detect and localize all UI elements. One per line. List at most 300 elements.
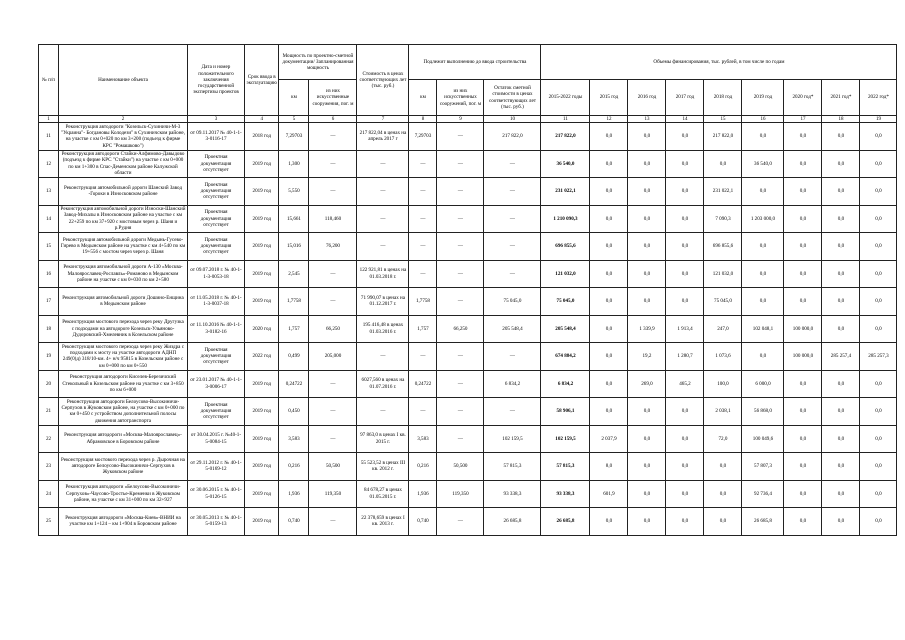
financing-year-value: 601,9 bbox=[590, 480, 628, 508]
financing-year-value: 217 822,0 bbox=[704, 123, 742, 151]
financing-year-value: 0,0 bbox=[666, 288, 704, 316]
financing-year-value: 100 000,0 bbox=[784, 315, 822, 343]
expertise-date: Проектная документация отсутствует bbox=[188, 178, 245, 206]
expertise-date: от 11.10.2016 № 40-1-1-3-0182-16 bbox=[188, 315, 245, 343]
financing-year-value: 0,0 bbox=[860, 398, 897, 426]
expertise-date: Проектная документация отсутствует bbox=[188, 150, 245, 178]
header-financing: Объемы финансирования, тыс. рублей, в том числе по годам bbox=[541, 45, 897, 80]
estimated-cost: — bbox=[357, 150, 409, 178]
financing-year-value: 1 073,6 bbox=[704, 343, 742, 371]
financing-year-value: 1 339,9 bbox=[628, 315, 666, 343]
object-name: Реконструкция автодороги Стайки-Алфимово-Давыдово (подъезд к фирме КРС "Стайки") на участке с км 0+000 по км 1+300 в Спас-Деменском районе Калужской области bbox=[59, 150, 188, 178]
financing-year-value: 0,0 bbox=[590, 508, 628, 536]
row-number: 15 bbox=[39, 233, 59, 261]
expertise-date: от 23.01.2017 № 40-1-1-3-0006-17 bbox=[188, 370, 245, 398]
object-name: Реконструкция автомобильной дороги Медынь-Гусево-Гирево в Медынском районе на участке с км 4+540 по км 19+556 с мостом через через р. Шаня bbox=[59, 233, 188, 261]
financing-year-value: 100 000,0 bbox=[784, 343, 822, 371]
estimated-cost: — bbox=[357, 205, 409, 233]
financing-year-value: 0,0 bbox=[666, 453, 704, 481]
financing-year-value: 0,0 bbox=[860, 480, 897, 508]
object-name: Реконструкция автомобильной дороги Дошино-Енщина в Медынском районе bbox=[59, 288, 188, 316]
document-sheet bbox=[38, 44, 897, 536]
power-km: 0,499 bbox=[279, 343, 309, 371]
commission-term: 2019 год bbox=[245, 205, 279, 233]
remaining-artificial: — bbox=[437, 370, 484, 398]
row-number: 23 bbox=[39, 453, 59, 481]
header-fin-total: 2015-2022 годы bbox=[541, 80, 590, 116]
power-artificial: — bbox=[309, 178, 357, 206]
expertise-date: от 30.05.2013 г. № 40-1-5-0159-13 bbox=[188, 508, 245, 536]
column-number: 16 bbox=[742, 116, 784, 123]
object-name: Реконструкция мостового перехода через реку Другузка с подходами на автодороге Козельск-Ульяново-Дудоровский-Хмелевник в Козельском районе bbox=[59, 315, 188, 343]
power-artificial: — bbox=[309, 425, 357, 453]
financing-year-value: 0,0 bbox=[860, 205, 897, 233]
header-date: Дата и номер положительного заключения государственной экспертизы проектов bbox=[188, 45, 245, 116]
header-term: Срок ввода в эксплуатацию bbox=[245, 45, 279, 116]
commission-term: 2019 год bbox=[245, 370, 279, 398]
estimated-cost: — bbox=[357, 398, 409, 426]
financing-year-value: 0,0 bbox=[704, 150, 742, 178]
estimated-cost: — bbox=[357, 343, 409, 371]
financing-year-value: 0,0 bbox=[666, 398, 704, 426]
expertise-date: от 09.11.2017 № 40-1-1-3-0116-17 bbox=[188, 123, 245, 151]
financing-year-value: 0,0 bbox=[628, 425, 666, 453]
financing-year-value: 285 257,4 bbox=[822, 343, 860, 371]
financing-total: 58 906,1 bbox=[541, 398, 590, 426]
power-artificial: — bbox=[309, 398, 357, 426]
remaining-km: 0,740 bbox=[409, 508, 437, 536]
table-row bbox=[39, 233, 897, 261]
remaining-artificial: — bbox=[437, 233, 484, 261]
table-row bbox=[39, 123, 897, 151]
financing-year-value: 0,0 bbox=[784, 178, 822, 206]
estimated-cost: — bbox=[357, 233, 409, 261]
table-row bbox=[39, 205, 897, 233]
remaining-km: 3,583 bbox=[409, 425, 437, 453]
header-year: 2022 год* bbox=[860, 80, 897, 116]
column-number: 19 bbox=[860, 116, 897, 123]
financing-year-value: 0,0 bbox=[822, 425, 860, 453]
remaining-km: — bbox=[409, 233, 437, 261]
financing-year-value: 0,0 bbox=[860, 288, 897, 316]
row-number: 25 bbox=[39, 508, 59, 536]
financing-year-value: 0,0 bbox=[590, 260, 628, 288]
column-number: 3 bbox=[188, 116, 245, 123]
power-km: 5,550 bbox=[279, 178, 309, 206]
financing-year-value: 0,0 bbox=[628, 288, 666, 316]
financing-year-value: 92 736,4 bbox=[742, 480, 784, 508]
financing-year-value: 100,0 bbox=[704, 370, 742, 398]
commission-term: 2019 год bbox=[245, 288, 279, 316]
financing-year-value: 0,0 bbox=[860, 150, 897, 178]
financing-year-value: 0,0 bbox=[666, 205, 704, 233]
financing-year-value: 0,0 bbox=[784, 480, 822, 508]
financing-year-value: 19,2 bbox=[628, 343, 666, 371]
table-header bbox=[39, 45, 897, 123]
estimated-cost: 6027,560 в ценах на 01.07.2016 г. bbox=[357, 370, 409, 398]
expertise-date: от 09.07.2018 г. № 40-1-1-3-0053-18 bbox=[188, 260, 245, 288]
table-row bbox=[39, 398, 897, 426]
remaining-artificial: — bbox=[437, 508, 484, 536]
commission-term: 2019 год bbox=[245, 260, 279, 288]
remaining-artificial: — bbox=[437, 425, 484, 453]
remaining-km: — bbox=[409, 398, 437, 426]
object-name: Реконструкция автодороги "Козельск-Сухиничи-М-3 "Украина"- Богдановы Колодези" в Сухиничском районе, на участке с км 0+020 по км 3+200 (подъезд к фирме КРС "Ромашково") bbox=[59, 123, 188, 151]
table-row bbox=[39, 315, 897, 343]
header-year: 2020 год* bbox=[784, 80, 822, 116]
financing-year-value: 0,0 bbox=[590, 315, 628, 343]
column-number: 4 bbox=[245, 116, 279, 123]
row-number: 24 bbox=[39, 480, 59, 508]
estimated-cost: 84 678,27 в ценах 01.05.2015 г. bbox=[357, 480, 409, 508]
financing-year-value: 0,0 bbox=[628, 453, 666, 481]
financing-year-value: 0,0 bbox=[822, 315, 860, 343]
financing-year-value: 0,0 bbox=[628, 205, 666, 233]
financing-year-value: 102 048,1 bbox=[742, 315, 784, 343]
financing-year-value: 0,0 bbox=[590, 123, 628, 151]
financing-total: 57 815,3 bbox=[541, 453, 590, 481]
remaining-artificial: 66,250 bbox=[437, 315, 484, 343]
remaining-artificial: — bbox=[437, 260, 484, 288]
financing-year-value: 56 868,0 bbox=[742, 398, 784, 426]
financing-year-value: 0,0 bbox=[784, 288, 822, 316]
remaining-cost: 205 548,4 bbox=[484, 315, 541, 343]
table-row bbox=[39, 508, 897, 536]
financing-year-value: 0,0 bbox=[742, 123, 784, 151]
financing-year-value: 1 203 000,0 bbox=[742, 205, 784, 233]
financing-year-value: 231 022,1 bbox=[704, 178, 742, 206]
header-no: № п/п bbox=[39, 45, 59, 116]
table-row bbox=[39, 425, 897, 453]
row-number: 19 bbox=[39, 343, 59, 371]
financing-year-value: 285 257,3 bbox=[860, 343, 897, 371]
financing-total: 121 032,0 bbox=[541, 260, 590, 288]
header-year: 2021 год* bbox=[822, 80, 860, 116]
row-number: 18 bbox=[39, 315, 59, 343]
financing-year-value: 8,0 bbox=[590, 453, 628, 481]
commission-term: 2019 год bbox=[245, 150, 279, 178]
header-power-art: из них искусственные сооружения, пог. м bbox=[309, 80, 357, 116]
object-name: Реконструкция автомобильной дороги А-130 «Москва-Малоярославец-Рославль»-Романово в Медынском районе на участке с км 0+030 по км 2+580 bbox=[59, 260, 188, 288]
financing-year-value: 0,0 bbox=[590, 233, 628, 261]
financing-year-value: 0,0 bbox=[860, 123, 897, 151]
remaining-km: 0,216 bbox=[409, 453, 437, 481]
power-artificial: 66,250 bbox=[309, 315, 357, 343]
financing-total: 6 834,2 bbox=[541, 370, 590, 398]
financing-year-value: 0,0 bbox=[784, 370, 822, 398]
financing-total: 75 045,0 bbox=[541, 288, 590, 316]
remaining-artificial: — bbox=[437, 288, 484, 316]
financing-year-value: 0,0 bbox=[860, 425, 897, 453]
power-artificial: — bbox=[309, 150, 357, 178]
remaining-cost: — bbox=[484, 205, 541, 233]
header-done: Подлежит выполнению до ввода строительства bbox=[409, 45, 541, 80]
power-km: 1,757 bbox=[279, 315, 309, 343]
financing-year-value: 72,0 bbox=[704, 425, 742, 453]
power-artificial: 76,200 bbox=[309, 233, 357, 261]
financing-year-value: 0,0 bbox=[742, 260, 784, 288]
power-artificial: 119,350 bbox=[309, 480, 357, 508]
remaining-cost: 26 685,8 bbox=[484, 508, 541, 536]
financing-year-value: 0,0 bbox=[822, 453, 860, 481]
financing-year-value: 2 037,9 bbox=[590, 425, 628, 453]
power-artificial: — bbox=[309, 260, 357, 288]
financing-year-value: 0,0 bbox=[860, 453, 897, 481]
commission-term: 2018 год bbox=[245, 123, 279, 151]
financing-year-value: 0,0 bbox=[628, 178, 666, 206]
expertise-date: Проектная документация отсутствует bbox=[188, 343, 245, 371]
column-numbers-row bbox=[39, 116, 897, 123]
remaining-km: 1,936 bbox=[409, 480, 437, 508]
object-name: Реконструкция мостового перехода через р. Дырочная на автодороге Белоусово-Высокиничи-Серпухов в Жуковском районе bbox=[59, 453, 188, 481]
financing-year-value: 0,0 bbox=[666, 260, 704, 288]
expertise-date: Проектная документация отсутствует bbox=[188, 205, 245, 233]
object-name: Реконструкция автодороги «Москва-Киев»-ВНИИ на участке км 1+124 – км 1+904 в Боровском районе bbox=[59, 508, 188, 536]
object-name: Реконструкция автомобильной дороги Износки-Шанский Завод-Михалы в Износковском районе на участке с км 22+259 по км 37+920 с мостовым через р. Шаня и р.Рудня bbox=[59, 205, 188, 233]
remaining-artificial: — bbox=[437, 205, 484, 233]
financing-year-value: 0,0 bbox=[784, 508, 822, 536]
power-km: 0,450 bbox=[279, 398, 309, 426]
financing-year-value: 0,0 bbox=[628, 398, 666, 426]
table-row bbox=[39, 370, 897, 398]
object-name: Реконструкция автомобильной дороги Шанский Завод -Гороки в Износковском районе bbox=[59, 178, 188, 206]
financing-year-value: 0,0 bbox=[822, 150, 860, 178]
financing-year-value: 75 045,0 bbox=[704, 288, 742, 316]
table-row bbox=[39, 343, 897, 371]
column-number: 12 bbox=[590, 116, 628, 123]
table-row bbox=[39, 288, 897, 316]
table-body bbox=[39, 123, 897, 536]
remaining-cost: — bbox=[484, 343, 541, 371]
remaining-cost: 57 815,3 bbox=[484, 453, 541, 481]
financing-total: 217 822,0 bbox=[541, 123, 590, 151]
expertise-date: Проектная документация отсутствует bbox=[188, 398, 245, 426]
financing-year-value: 0,0 bbox=[666, 425, 704, 453]
column-number: 13 bbox=[628, 116, 666, 123]
column-number: 2 bbox=[59, 116, 188, 123]
header-done-km: км bbox=[409, 80, 437, 116]
table-row bbox=[39, 453, 897, 481]
power-km: 7,29703 bbox=[279, 123, 309, 151]
financing-year-value: 1 913,4 bbox=[666, 315, 704, 343]
financing-year-value: 0,0 bbox=[666, 150, 704, 178]
power-km: 1,7758 bbox=[279, 288, 309, 316]
header-done-rest: Остаток сметной стоимости в ценах соответствующих лет (тыс. руб.) bbox=[484, 80, 541, 116]
financing-year-value: 6 000,0 bbox=[742, 370, 784, 398]
expertise-date: от 11.05.2018 г. № 40-1-1-3-0037-18 bbox=[188, 288, 245, 316]
remaining-cost: 102 159,5 bbox=[484, 425, 541, 453]
financing-year-value: 0,0 bbox=[860, 260, 897, 288]
financing-year-value: 465,2 bbox=[666, 370, 704, 398]
power-km: 2,545 bbox=[279, 260, 309, 288]
remaining-artificial: 119,350 bbox=[437, 480, 484, 508]
financing-year-value: 0,0 bbox=[822, 288, 860, 316]
column-number: 6 bbox=[309, 116, 357, 123]
financing-year-value: 269,0 bbox=[628, 370, 666, 398]
remaining-cost: — bbox=[484, 178, 541, 206]
financing-year-value: 2 038,1 bbox=[704, 398, 742, 426]
commission-term: 2019 год bbox=[245, 480, 279, 508]
row-number: 13 bbox=[39, 178, 59, 206]
financing-year-value: 0,0 bbox=[666, 123, 704, 151]
financing-year-value: 100 049,6 bbox=[742, 425, 784, 453]
row-number: 14 bbox=[39, 205, 59, 233]
remaining-artificial: — bbox=[437, 178, 484, 206]
commission-term: 2019 год bbox=[245, 508, 279, 536]
financing-year-value: 0,0 bbox=[704, 453, 742, 481]
remaining-artificial: — bbox=[437, 123, 484, 151]
row-number: 17 bbox=[39, 288, 59, 316]
financing-year-value: 0,0 bbox=[860, 315, 897, 343]
financing-year-value: 0,0 bbox=[666, 508, 704, 536]
power-km: 0,740 bbox=[279, 508, 309, 536]
header-name: Наименование объекта bbox=[59, 45, 188, 116]
financing-total: 696 855,6 bbox=[541, 233, 590, 261]
commission-term: 2019 год bbox=[245, 398, 279, 426]
row-number: 12 bbox=[39, 150, 59, 178]
object-name: Реконструкция мостового перехода через реку Жиздра с подходами к мосту на участке автодороги АДНП 249(0)д) 318/10-км. 4+ н/ч 95815 в Козельском районе с км 0+000 по км 0+550 bbox=[59, 343, 188, 371]
financing-year-value: 0,0 bbox=[590, 178, 628, 206]
header-year: 2019 год bbox=[742, 80, 784, 116]
financing-total: 231 022,1 bbox=[541, 178, 590, 206]
financing-total: 26 685,8 bbox=[541, 508, 590, 536]
financing-year-value: 0,0 bbox=[860, 508, 897, 536]
financing-year-value: 0,0 bbox=[628, 508, 666, 536]
column-number: 7 bbox=[357, 116, 409, 123]
financing-total: 93 338,3 bbox=[541, 480, 590, 508]
commission-term: 2019 год bbox=[245, 178, 279, 206]
row-number: 11 bbox=[39, 123, 59, 151]
financing-year-value: 36 540,0 bbox=[742, 150, 784, 178]
header-year: 2015 год bbox=[590, 80, 628, 116]
table-row bbox=[39, 178, 897, 206]
power-artificial: 118,460 bbox=[309, 205, 357, 233]
column-number: 1 bbox=[39, 116, 59, 123]
power-artificial: — bbox=[309, 508, 357, 536]
column-number: 10 bbox=[484, 116, 541, 123]
financing-year-value: 0,0 bbox=[628, 260, 666, 288]
header-power-km: км bbox=[279, 80, 309, 116]
financing-year-value: 0,0 bbox=[784, 398, 822, 426]
remaining-artificial: 50,500 bbox=[437, 453, 484, 481]
estimated-cost: 195 416,48 в ценах 01.03.2016 г. bbox=[357, 315, 409, 343]
financing-year-value: 0,0 bbox=[822, 205, 860, 233]
financing-year-value: 57 807,3 bbox=[742, 453, 784, 481]
remaining-artificial: — bbox=[437, 343, 484, 371]
financing-year-value: 0,0 bbox=[822, 233, 860, 261]
column-number: 14 bbox=[666, 116, 704, 123]
object-name: Реконструкция автодороги «Белоусово-Высокиничи-Серпухов»-Чаусово-Тростье-Кременки в Жуковском районе, на участке с км 31+000 по км 32+927 bbox=[59, 480, 188, 508]
column-number: 11 bbox=[541, 116, 590, 123]
power-artificial: 50,500 bbox=[309, 453, 357, 481]
header-power: Мощность по проектно-сметной документации/ Запланированная мощность bbox=[279, 45, 357, 80]
expertise-date: от 29.11.2012 г. № 40-1-5-0169-12 bbox=[188, 453, 245, 481]
commission-term: 2022 год bbox=[245, 343, 279, 371]
financing-year-value: 0,0 bbox=[784, 150, 822, 178]
column-number: 5 bbox=[279, 116, 309, 123]
financing-year-value: 0,0 bbox=[784, 123, 822, 151]
power-artificial: — bbox=[309, 123, 357, 151]
remaining-artificial: — bbox=[437, 150, 484, 178]
remaining-km: 1,7758 bbox=[409, 288, 437, 316]
remaining-km: 1,757 bbox=[409, 315, 437, 343]
financing-year-value: 0,0 bbox=[784, 453, 822, 481]
financing-total: 205 548,4 bbox=[541, 315, 590, 343]
financing-year-value: 0,0 bbox=[784, 205, 822, 233]
financing-year-value: 0,0 bbox=[666, 233, 704, 261]
financing-year-value: 0,0 bbox=[628, 123, 666, 151]
row-number: 16 bbox=[39, 260, 59, 288]
financing-year-value: 0,0 bbox=[666, 178, 704, 206]
financing-year-value: 0,0 bbox=[590, 150, 628, 178]
financing-year-value: 1 280,7 bbox=[666, 343, 704, 371]
remaining-km: — bbox=[409, 205, 437, 233]
row-number: 22 bbox=[39, 425, 59, 453]
financing-year-value: 7 090,3 bbox=[704, 205, 742, 233]
power-artificial: — bbox=[309, 370, 357, 398]
remaining-cost: — bbox=[484, 233, 541, 261]
financing-year-value: 0,0 bbox=[628, 480, 666, 508]
financing-year-value: 0,0 bbox=[784, 233, 822, 261]
financing-year-value: 0,0 bbox=[628, 150, 666, 178]
commission-term: 2019 год bbox=[245, 233, 279, 261]
remaining-cost: 75 045,0 bbox=[484, 288, 541, 316]
remaining-cost: — bbox=[484, 150, 541, 178]
column-number: 15 bbox=[704, 116, 742, 123]
power-km: 0,216 bbox=[279, 453, 309, 481]
header-year: 2018 год bbox=[704, 80, 742, 116]
header-year: 2017 год bbox=[666, 80, 704, 116]
expertise-date: от 30.04.2015 г. №40-1-5-0084-15 bbox=[188, 425, 245, 453]
header-year: 2016 год bbox=[628, 80, 666, 116]
table-row bbox=[39, 150, 897, 178]
expertise-date: от 30.06.2015 г. № 40-1-5-0126-15 bbox=[188, 480, 245, 508]
financing-year-value: 0,0 bbox=[742, 343, 784, 371]
commission-term: 2019 год bbox=[245, 453, 279, 481]
financing-year-value: 0,0 bbox=[822, 260, 860, 288]
header-done-art: из них искусственных сооружений, пог. м bbox=[437, 80, 484, 116]
remaining-km: — bbox=[409, 343, 437, 371]
row-number: 20 bbox=[39, 370, 59, 398]
estimated-cost: 22 378,659 в ценах I кв. 2013 г. bbox=[357, 508, 409, 536]
financing-year-value: 0,0 bbox=[742, 233, 784, 261]
column-number: 8 bbox=[409, 116, 437, 123]
row-number: 21 bbox=[39, 398, 59, 426]
estimated-cost: 71 990,07 в ценах на 01.12.2017 г. bbox=[357, 288, 409, 316]
header-cost: Стоимость в ценах соответствующих лет (тыс. руб.) bbox=[357, 45, 409, 116]
financing-total: 674 884,2 bbox=[541, 343, 590, 371]
financing-year-value: 0,0 bbox=[784, 425, 822, 453]
remaining-km: — bbox=[409, 178, 437, 206]
power-artificial: 205,000 bbox=[309, 343, 357, 371]
power-km: 3,583 bbox=[279, 425, 309, 453]
financing-year-value: 0,0 bbox=[822, 123, 860, 151]
remaining-km: 0,24722 bbox=[409, 370, 437, 398]
financing-year-value: 0,0 bbox=[590, 205, 628, 233]
remaining-cost: 6 834,2 bbox=[484, 370, 541, 398]
financing-year-value: 0,0 bbox=[590, 398, 628, 426]
estimated-cost: 122 921,81 в ценах на 01.03.2018 г. bbox=[357, 260, 409, 288]
financing-year-value: 0,0 bbox=[704, 480, 742, 508]
financing-year-value: 247,0 bbox=[704, 315, 742, 343]
column-number: 18 bbox=[822, 116, 860, 123]
financing-year-value: 0,0 bbox=[742, 178, 784, 206]
financing-year-value: 0,0 bbox=[666, 480, 704, 508]
object-name: Реконструкция автодороги Белоусово-Высокиничи-Серпухов в Жуковском районе, на участке с км 0+000 по км 0+450 с устройством дополнительной полосы движения автотранспорта bbox=[59, 398, 188, 426]
financing-year-value: 0,0 bbox=[742, 288, 784, 316]
power-km: 0,24722 bbox=[279, 370, 309, 398]
estimated-cost: 97 863,0 в ценах I кв. 2015 г. bbox=[357, 425, 409, 453]
